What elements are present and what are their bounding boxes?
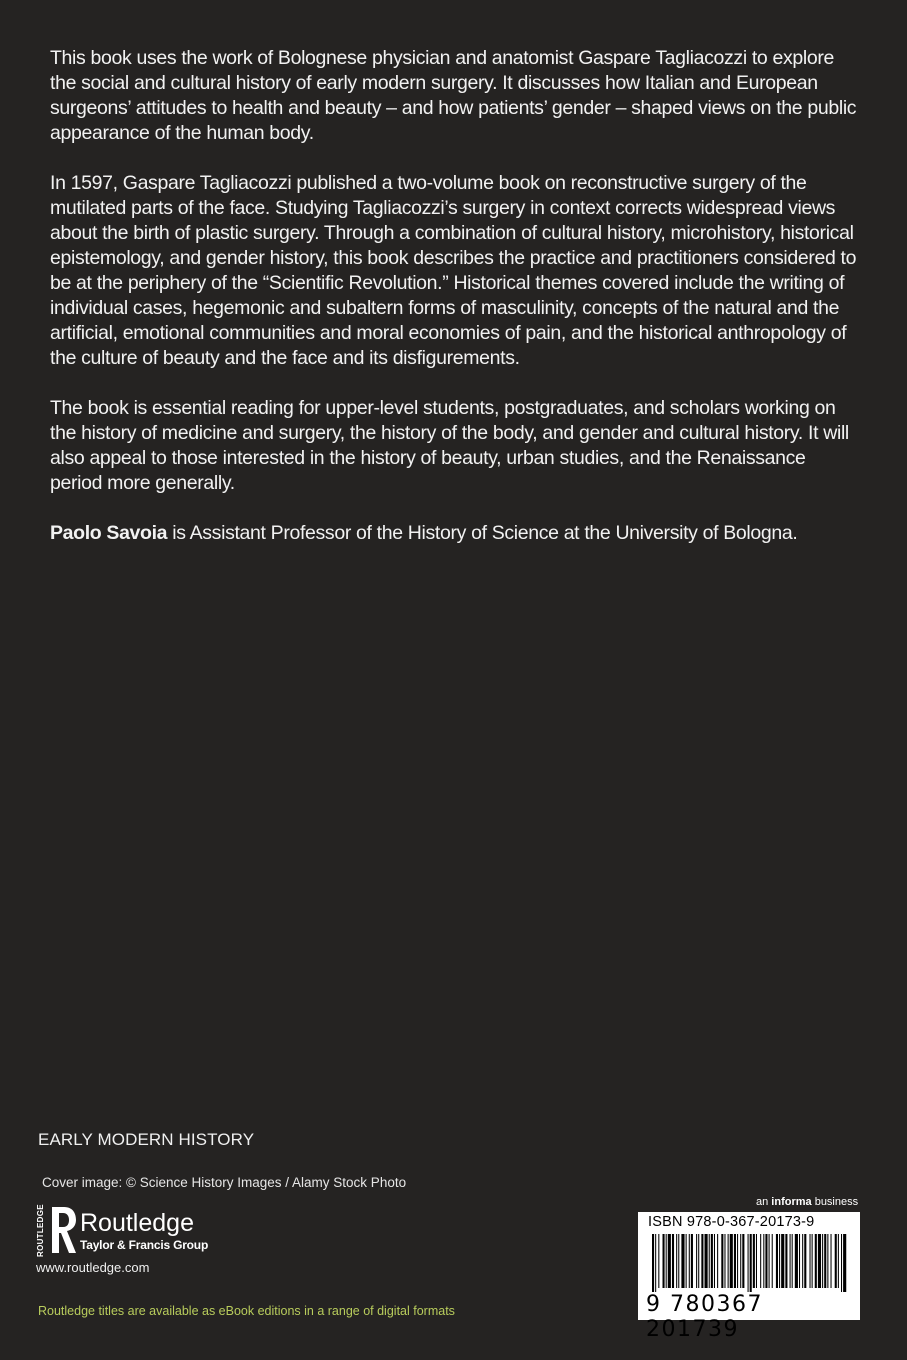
barcode-bar — [824, 1234, 826, 1288]
routledge-logo — [36, 1205, 256, 1257]
barcode-bar — [734, 1234, 736, 1288]
barcode-bar — [812, 1234, 813, 1288]
blurb-paragraph-3: The book is essential reading for upper-level students, postgraduates, and scholars working on the history of medicine and surgery, the history of the body, and gender and cultural history. It will also appeal to those interested in the history of beauty, urban studies, and the Renaissance period more generally. — [50, 397, 849, 494]
barcode-bar — [709, 1234, 710, 1288]
barcode-bar — [790, 1234, 791, 1288]
barcode-bar — [678, 1234, 679, 1288]
barcode-bar — [686, 1234, 687, 1288]
barcode-bar — [804, 1234, 806, 1288]
barcode-bar — [691, 1234, 693, 1288]
barcode-bar — [717, 1234, 718, 1288]
barcode-bar — [721, 1234, 723, 1288]
barcode-bars — [652, 1234, 848, 1292]
barcode-bar — [728, 1234, 729, 1288]
blurb-paragraph-1: This book uses the work of Bolognese physician and anatomist Gaspare Tagliacozzi to explore the social and cultural history of early modern surgery. It discusses how Italian and European surgeons’ attitudes to health and beauty – and how patients’ gender – shaped views on the public appearance of the human body. — [50, 47, 857, 144]
barcode-bar — [658, 1234, 659, 1288]
barcode-bar — [668, 1234, 671, 1288]
informa-bold: informa — [771, 1196, 812, 1208]
barcode-bar — [838, 1234, 839, 1288]
barcode-bar — [672, 1234, 674, 1288]
barcode-bar — [750, 1234, 752, 1292]
ebook-note: Routledge titles are available as eBook editions in a range of digital formats — [38, 1304, 455, 1318]
isbn-barcode — [638, 1212, 860, 1342]
author-bio — [50, 521, 860, 546]
barcode-bar — [795, 1234, 798, 1288]
barcode-bar — [705, 1234, 708, 1288]
barcode-bar — [748, 1234, 749, 1292]
informa-business-label — [756, 1196, 858, 1208]
barcode-bar — [711, 1234, 713, 1288]
series-label: EARLY MODERN HISTORY — [38, 1130, 255, 1149]
author-name: Paolo Savoia — [50, 522, 168, 544]
barcode-bar — [776, 1234, 778, 1288]
barcode-bar — [835, 1234, 837, 1288]
publisher-name: Routledge — [80, 1209, 194, 1237]
barcode-bar — [779, 1234, 780, 1288]
barcode-bar — [831, 1234, 832, 1288]
informa-prefix: an — [756, 1196, 772, 1208]
author-bio-text: is Assistant Professor of the History of Science at the University of Bologna. — [167, 522, 798, 544]
barcode-bar — [785, 1234, 787, 1288]
barcode-bar — [756, 1234, 757, 1288]
publisher-group: Taylor & Francis Group — [80, 1238, 209, 1252]
barcode-bar — [753, 1234, 755, 1288]
barcode-bar — [655, 1234, 656, 1292]
barcode-bar — [760, 1234, 761, 1288]
barcode-bar — [652, 1234, 654, 1292]
barcode-bar — [818, 1234, 821, 1288]
barcode-bar — [765, 1234, 767, 1288]
barcode-bar — [740, 1234, 741, 1288]
barcode-bar — [696, 1234, 697, 1288]
barcode-bar — [799, 1234, 800, 1288]
publisher-website: www.routledge.com — [36, 1260, 150, 1275]
barcode-bar — [663, 1234, 665, 1288]
routledge-vertical-text: ROUTLEDGE — [36, 1204, 45, 1257]
barcode-bar — [714, 1234, 715, 1288]
barcode-bar — [772, 1234, 773, 1288]
barcode-bar — [815, 1234, 817, 1288]
barcode-bar — [689, 1234, 690, 1288]
barcode-bar — [730, 1234, 733, 1288]
barcode-bar — [701, 1234, 703, 1288]
isbn-label: ISBN 978-0-367-20173-9 — [648, 1214, 815, 1230]
barcode-bar — [676, 1234, 677, 1288]
barcode-bar — [841, 1234, 842, 1292]
barcode-bar — [737, 1234, 738, 1288]
barcode-bar — [698, 1234, 699, 1288]
routledge-r-icon — [50, 1205, 78, 1257]
barcode-bar — [724, 1234, 725, 1288]
barcode-bar — [681, 1234, 684, 1288]
barcode-bar — [769, 1234, 770, 1288]
barcode-bar — [822, 1234, 823, 1288]
blurb-paragraph-2: In 1597, Gaspare Tagliacozzi published a two-volume book on reconstructive surgery of the mutilated parts of the face. Studying Tagliacozzi’s surgery in context corrects widespread views about the birth of plastic surgery. Through a combination of cultural history, microhistory, historical epistemology, and gender history, this book describes the practice and practitioners considered to be at the periphery of the “Scientific Revolution.” Historical themes covered include the writing of individual cases, hegemonic and subaltern forms of masculinity, concepts of the natural and the artificial, emotional communities and moral economies of pain, and the historical anthropology of the culture of beauty and the face and its disfigurements. — [50, 172, 857, 369]
barcode-bar — [763, 1234, 764, 1288]
informa-suffix: business — [811, 1196, 859, 1208]
barcode-digits: 9 780367 201739 — [646, 1292, 763, 1342]
barcode-bar — [843, 1234, 846, 1292]
barcode-bar — [802, 1234, 803, 1288]
barcode-bar — [666, 1234, 667, 1288]
back-cover-blurb — [50, 46, 860, 571]
barcode-bar — [781, 1234, 784, 1288]
barcode-bar — [792, 1234, 793, 1288]
barcode-bar — [742, 1234, 744, 1288]
cover-image-credit: Cover image: © Science History Images / Alamy Stock Photo — [42, 1175, 407, 1190]
barcode-bar — [827, 1234, 828, 1288]
barcode-bar — [810, 1234, 811, 1288]
